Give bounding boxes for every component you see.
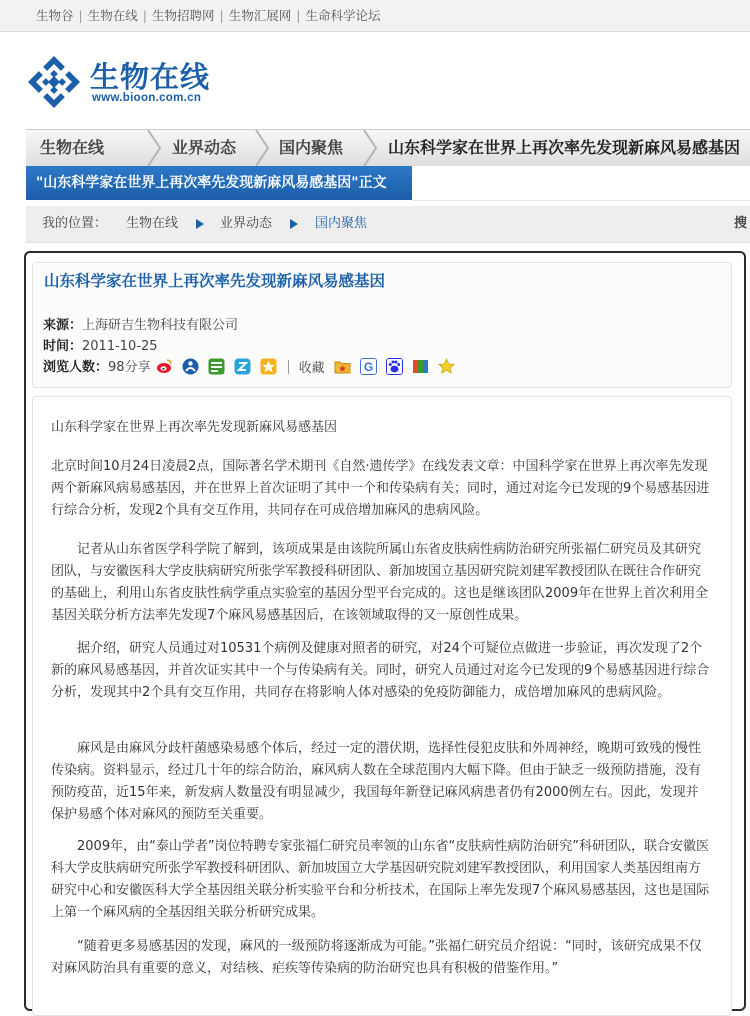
article-paragraph: 据介绍，研究人员通过对10531个病例及健康对照者的研究，对24个可疑位点做进一步验证，再次发现了2个新的麻风易感基因，并首次证实其中一个与传染病有关。同时，研究人员通过对迄今已发现的9个易感基因进行综合分析，发现其中2个具有交互作用，共同存在将影响人体对感染的免疫防御能力，成倍增加麻风的患病风险。 — [51, 641, 710, 700]
article-body-strip: "山东科学家在世界上再次率先发现新麻风易感基因"正文 — [26, 166, 412, 200]
qzone-icon[interactable] — [234, 358, 251, 375]
article-paragraph: 2009年，由“泰山学者”岗位特聘专家张福仁研究员率领的山东省“皮肤病性病防治研究”科研团队，联合安徽医科大学皮肤病研究所张学军教授科研团队、新加坡国立大学基因研究院刘建军教授团队，利用国家人类基因组南方研究中心和安徽医科大学全基因组关联分析实验平台和分析技术，在国际上率先发现7个麻风易感基因，这也是国际上第一个麻风病的全基因组关联分析研究成果。 — [51, 839, 710, 920]
star-favorite-icon[interactable] — [438, 358, 455, 375]
views-value: 98 — [108, 360, 125, 375]
link-separator: | — [219, 8, 224, 23]
location-prefix: 我的位置： — [42, 216, 108, 231]
top-link-recruitment[interactable]: 生物招聘网 — [151, 8, 215, 23]
chevron-right-icon — [362, 130, 378, 166]
location-crumb-industry-news[interactable]: 业界动态 — [220, 216, 273, 231]
star-share-icon[interactable] — [260, 358, 277, 375]
article-date-line — [43, 338, 158, 356]
source-label: 来源： — [43, 318, 83, 333]
article-paragraph: 山东科学家在世界上再次率先发现新麻风易感基因 — [51, 420, 338, 435]
link-separator: | — [142, 8, 147, 23]
share-toolbar — [156, 356, 459, 376]
date-value: 2011-10-25 — [82, 339, 158, 354]
link-separator: | — [296, 8, 301, 23]
article-paragraph: “随着更多易感基因的发现，麻风的一级预防将逐渐成为可能。”张福仁研究员介绍说：“同时，该研究成果不仅对麻风防治具有重要的意义，对结核、疟疾等传染病的防治研究也具有积极的借鉴作用。” — [51, 939, 702, 976]
chevron-right-icon — [254, 130, 270, 166]
folder-favorite-icon[interactable] — [334, 358, 351, 375]
source-value: 上海研吉生物科技有限公司 — [82, 318, 239, 333]
search-label: 搜 — [734, 216, 748, 231]
location-bar — [26, 206, 750, 243]
top-links-bar — [0, 0, 750, 32]
article-paragraph: 北京时间10月24日凌晨2点，国际著名学术期刊《自然·遗传学》在线发表文章：中国科学家在世界上再次率先发现两个新麻风病易感基因，并在世界上首次证明了其中一个和传染病有关；同时，通过对迄今已发现的9个易感基因进行综合分析，发现2个具有交互作用，共同存在可成倍增加麻风的患病风险。 — [51, 459, 710, 518]
views-label: 浏览人数： — [43, 360, 109, 375]
top-link-forum[interactable]: 生命科学论坛 — [305, 8, 381, 23]
article-paragraph: 记者从山东省医学科学院了解到，该项成果是由该院所属山东省皮肤病性病防治研究所张福仁研究员及其研究团队，与安徽医科大学皮肤病研究所张学军教授科研团队、新加坡国立基因研究院刘建军教授团队在既往合作研究的基础上，利用山东省皮肤性病学重点实验室的基因分型平台完成的。这也是继该团队2009年在世界上首次利用全基因关联分析方法率先发现7个麻风易感基因后，在该领域取得的又一原创性成果。 — [51, 542, 709, 623]
tab-industry-news[interactable]: 业界动态 — [172, 138, 237, 157]
location-crumb-shengwuzaixian[interactable]: 生物在线 — [126, 216, 179, 231]
link-separator: | — [78, 8, 83, 23]
breadcrumb-tabs — [26, 129, 750, 167]
strip-spacer — [412, 166, 750, 201]
weibo-icon[interactable] — [156, 358, 173, 375]
arrow-right-icon — [196, 219, 204, 229]
kaixin-icon[interactable] — [208, 358, 225, 375]
baidu-paw-icon[interactable] — [386, 358, 403, 375]
people-share-icon[interactable] — [182, 358, 199, 375]
location-crumb-domestic-focus[interactable]: 国内聚焦 — [315, 216, 368, 231]
logo-name: 生物在线 — [90, 60, 211, 94]
top-link-shengwugu[interactable]: 生物谷 — [36, 8, 74, 23]
tab-shengwuzaixian[interactable]: 生物在线 — [40, 138, 105, 157]
top-link-expo[interactable]: 生物汇展网 — [228, 8, 292, 23]
logo-diamond-icon — [26, 54, 82, 110]
share-label: 分享 — [124, 360, 151, 375]
article-title: 山东科学家在世界上再次率先发现新麻风易感基因 — [44, 272, 386, 290]
article-paragraph: 麻风是由麻风分歧杆菌感染易感个体后，经过一定的潜伏期，选择性侵犯皮肤和外周神经，晚期可致残的慢性传染病。资料显示，经过几十年的综合防治，麻风病人数在全球范围内大幅下降。但由于缺乏一级预防措施，没有预防疫苗，近15年来，新发病人数量没有明显减少，我国每年新登记麻风病患者仍有2000例左右。因此，发现并保护易感个体对麻风的预防至关重要。 — [51, 741, 702, 822]
chevron-right-icon — [146, 130, 162, 166]
site-logo[interactable] — [26, 52, 246, 112]
svg-text:G: G — [363, 360, 373, 374]
favorite-label: 收藏 — [298, 361, 325, 376]
tab-current-article: 山东科学家在世界上再次率先发现新麻风易感基因 — [388, 138, 741, 157]
date-label: 时间： — [43, 339, 83, 354]
article-views-line — [43, 359, 151, 377]
arrow-right-icon — [290, 219, 298, 229]
article-source-line — [43, 317, 238, 335]
top-links — [36, 0, 380, 31]
google-bookmark-icon[interactable] — [360, 358, 377, 375]
tab-domestic-focus[interactable]: 国内聚焦 — [279, 138, 344, 157]
share-divider — [288, 360, 289, 374]
logo-url: www.bioon.com.cn — [92, 92, 202, 104]
book-bookmark-icon[interactable] — [412, 358, 429, 375]
top-link-shengwuzaixian[interactable]: 生物在线 — [87, 8, 138, 23]
